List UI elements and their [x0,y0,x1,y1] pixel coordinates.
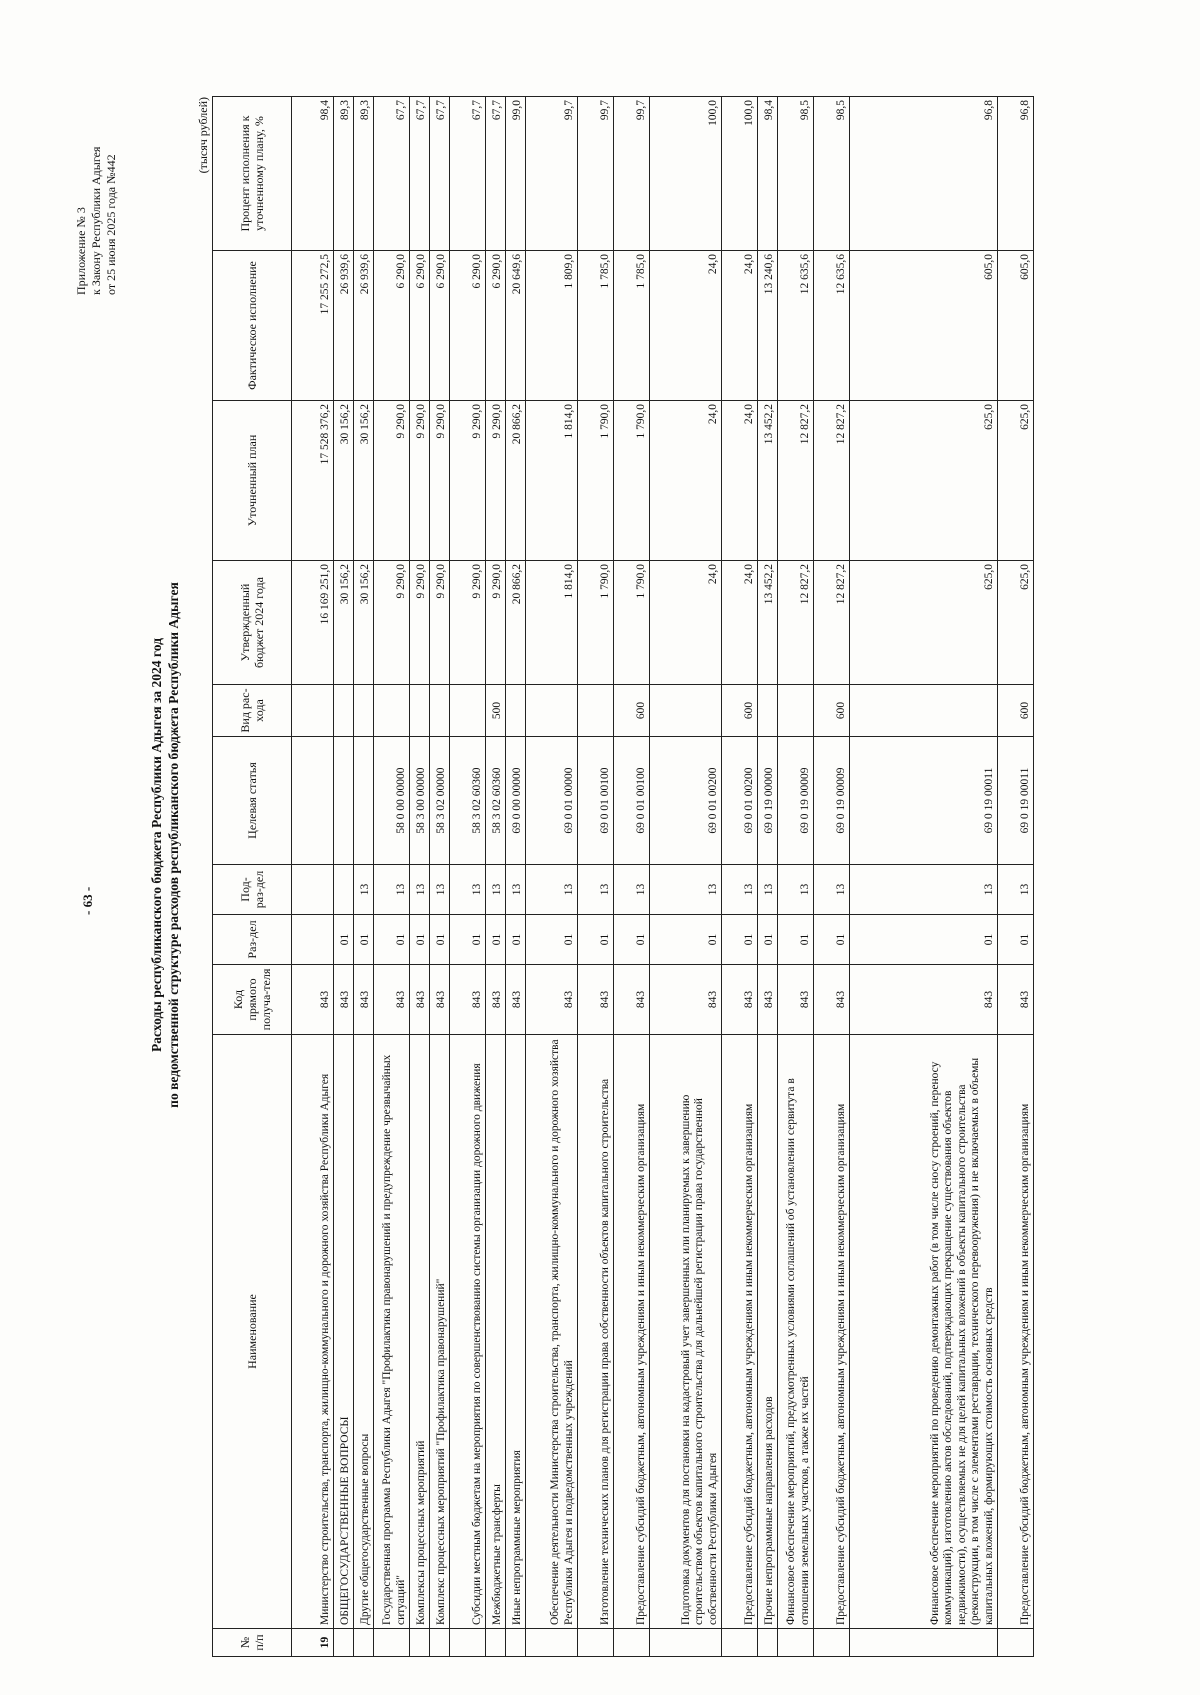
cell-actual: 6 290,0 [430,251,450,401]
cell-name: Межбюджетные трансферты [486,1035,506,1629]
cell-target: 58 3 00 00000 [410,737,430,865]
cell-type: 600 [814,685,850,737]
table-row [526,97,578,1657]
cell-code: 843 [778,965,814,1035]
cell-num [814,1629,850,1657]
cell-plan: 12 827,2 [778,401,814,561]
cell-target: 69 0 19 00000 [758,737,778,865]
cell-approved: 9 290,0 [374,561,410,685]
cell-actual: 605,0 [850,251,998,401]
table-row [998,97,1034,1657]
cell-name: Предоставление субсидий бюджетным, автономным учреждениям и иным некоммерческим организациям [722,1035,758,1629]
cell-section: 01 [650,915,722,965]
cell-name: Министерство строительства, транспорта, жилищно-коммунального и дорожного хозяйства Республики Адыгея [292,1035,334,1629]
cell-approved: 30 156,2 [354,561,374,685]
cell-percent: 100,0 [650,97,722,251]
cell-code: 843 [450,965,486,1035]
table-row [850,97,998,1657]
cell-percent: 99,7 [578,97,614,251]
cell-actual: 6 290,0 [486,251,506,401]
cell-plan: 17 528 376,2 [292,401,334,561]
cell-percent: 96,8 [998,97,1034,251]
table-row [614,97,650,1657]
cell-subsection: 13 [614,865,650,915]
cell-percent: 67,7 [410,97,430,251]
cell-num [722,1629,758,1657]
cell-subsection: 13 [486,865,506,915]
cell-subsection: 13 [758,865,778,915]
cell-type [578,685,614,737]
cell-target: 69 0 01 00200 [722,737,758,865]
cell-name: Финансовое обеспечение мероприятий по проведению демонтажных работ (в том числе сносу строений, переносу коммуникаций), изготовлению актов обследований, подтверждающих прекращение существования объектов недвижимости), осуществляемых не для целей капитальных вложений в объекты капитального строительства (реконструкции, в том числе с элементами реставрации, технического перевооружения) и не включаемых в объемы капитальных вложений, формирующих стоимость основных средств [850,1035,998,1629]
annex-line: от 25 июня 2025 года №442 [104,154,118,295]
cell-approved: 30 156,2 [334,561,354,685]
document-title [148,155,182,1535]
cell-section: 01 [334,915,354,965]
cell-section: 01 [850,915,998,965]
header-code: Код прямого получа-теля [213,965,292,1035]
header-percent: Процент исполнения к уточненному плану, % [213,97,292,251]
header-name: Наименование [213,1035,292,1629]
cell-target: 58 0 00 00000 [374,737,410,865]
cell-type [758,685,778,737]
cell-subsection: 13 [778,865,814,915]
header-target: Целевая статья [213,737,292,865]
cell-section: 01 [354,915,374,965]
cell-section: 01 [758,915,778,965]
cell-plan: 20 866,2 [506,401,526,561]
cell-type [778,685,814,737]
table-row [354,97,374,1657]
cell-subsection: 13 [722,865,758,915]
cell-section: 01 [486,915,506,965]
page-number: - 63 - [80,886,95,915]
cell-target: 58 3 02 00000 [430,737,450,865]
cell-actual: 6 290,0 [410,251,430,401]
cell-num [850,1629,998,1657]
cell-percent: 99,7 [526,97,578,251]
cell-actual: 1 809,0 [526,251,578,401]
cell-plan: 30 156,2 [354,401,374,561]
cell-code: 843 [614,965,650,1035]
cell-target: 69 0 19 00009 [778,737,814,865]
cell-percent: 67,7 [374,97,410,251]
cell-target: 69 0 00 00000 [506,737,526,865]
cell-code: 843 [410,965,430,1035]
cell-section: 01 [778,915,814,965]
cell-type [526,685,578,737]
cell-num [998,1629,1034,1657]
cell-type [410,685,430,737]
cell-approved: 9 290,0 [430,561,450,685]
table-row [292,97,334,1657]
cell-plan: 625,0 [850,401,998,561]
cell-type [292,685,334,737]
cell-percent: 67,7 [450,97,486,251]
cell-subsection: 13 [410,865,430,915]
cell-target [334,737,354,865]
cell-code: 843 [354,965,374,1035]
cell-percent: 100,0 [722,97,758,251]
cell-actual: 12 635,6 [778,251,814,401]
cell-name: Изготовление технических планов для регистрации права собственности объектов капитального строительства [578,1035,614,1629]
cell-approved: 16 169 251,0 [292,561,334,685]
cell-section: 01 [450,915,486,965]
cell-code: 843 [650,965,722,1035]
cell-code: 843 [486,965,506,1035]
cell-section: 01 [814,915,850,965]
header-section: Раз-дел [213,915,292,965]
cell-percent: 99,0 [506,97,526,251]
table-row [374,97,410,1657]
cell-plan: 24,0 [722,401,758,561]
table-row [722,97,758,1657]
cell-code: 843 [998,965,1034,1035]
cell-section: 01 [374,915,410,965]
cell-target [292,737,334,865]
cell-target: 69 0 19 00011 [850,737,998,865]
cell-num [486,1629,506,1657]
cell-subsection: 13 [506,865,526,915]
cell-name: Обеспечение деятельности Министерства строительства, транспорта, жилищно-коммунального и дорожного хозяйства Республики Адыгея и подведомственных учреждений [526,1035,578,1629]
cell-name: Комплекс процессных мероприятий "Профилактика правонарушений" [430,1035,450,1629]
cell-approved: 24,0 [722,561,758,685]
header-actual: Фактическое исполнение [213,251,292,401]
cell-subsection: 13 [354,865,374,915]
cell-approved: 1 790,0 [578,561,614,685]
header-type: Вид рас-хода [213,685,292,737]
cell-actual: 24,0 [650,251,722,401]
cell-num [334,1629,354,1657]
cell-name: Комплексы процессных мероприятий [410,1035,430,1629]
cell-num [614,1629,650,1657]
cell-subsection: 13 [650,865,722,915]
cell-subsection: 13 [998,865,1034,915]
cell-type: 500 [486,685,506,737]
cell-target: 69 0 19 00011 [998,737,1034,865]
cell-type [506,685,526,737]
cell-subsection: 13 [526,865,578,915]
cell-subsection: 13 [850,865,998,915]
cell-approved: 24,0 [650,561,722,685]
cell-target: 69 0 19 00009 [814,737,850,865]
cell-type [450,685,486,737]
cell-plan: 1 790,0 [614,401,650,561]
cell-section: 01 [410,915,430,965]
cell-code: 843 [430,965,450,1035]
cell-num [450,1629,486,1657]
cell-code: 843 [334,965,354,1035]
cell-section: 01 [614,915,650,965]
table-row [778,97,814,1657]
cell-name: Предоставление субсидий бюджетным, автономным учреждениям и иным некоммерческим организациям [814,1035,850,1629]
cell-num [526,1629,578,1657]
cell-approved: 12 827,2 [778,561,814,685]
cell-code: 843 [814,965,850,1035]
cell-name: Субсидии местным бюджетам на мероприятия по совершенствованию системы организации дорожного движения [450,1035,486,1629]
cell-subsection [334,865,354,915]
cell-section: 01 [430,915,450,965]
cell-subsection: 13 [374,865,410,915]
cell-code: 843 [526,965,578,1035]
cell-plan: 625,0 [998,401,1034,561]
cell-subsection: 13 [430,865,450,915]
cell-num [578,1629,614,1657]
cell-type [850,685,998,737]
header-approved: Утвержденный бюджет 2024 года [213,561,292,685]
table-row [506,97,526,1657]
cell-target: 69 0 01 00200 [650,737,722,865]
cell-percent: 98,5 [778,97,814,251]
cell-num: 19 [292,1629,334,1657]
table-row [814,97,850,1657]
cell-subsection: 13 [814,865,850,915]
budget-table [212,96,1034,1657]
header-subsection: Под-раз-дел [213,865,292,915]
cell-name: Другие общегосударственные вопросы [354,1035,374,1629]
table-row [430,97,450,1657]
cell-plan: 9 290,0 [486,401,506,561]
cell-actual: 17 255 272,5 [292,251,334,401]
cell-num [778,1629,814,1657]
cell-type: 600 [998,685,1034,737]
cell-code: 843 [722,965,758,1035]
annex-line: Приложение № 3 [74,207,88,295]
cell-plan: 12 827,2 [814,401,850,561]
cell-type: 600 [614,685,650,737]
units-label: (тысяч рублей) [196,97,210,174]
cell-actual: 12 635,6 [814,251,850,401]
cell-percent: 89,3 [354,97,374,251]
cell-num [430,1629,450,1657]
table-row [334,97,354,1657]
cell-num [354,1629,374,1657]
cell-type [354,685,374,737]
cell-num [650,1629,722,1657]
cell-target: 69 0 01 00100 [614,737,650,865]
cell-code: 843 [850,965,998,1035]
cell-code: 843 [578,965,614,1035]
cell-code: 843 [758,965,778,1035]
cell-name: Прочие непрограммные направления расходов [758,1035,778,1629]
cell-section: 01 [578,915,614,965]
cell-name: Предоставление субсидий бюджетным, автономным учреждениям и иным некоммерческим организациям [614,1035,650,1629]
cell-name: Иные непрограммные мероприятия [506,1035,526,1629]
cell-plan: 24,0 [650,401,722,561]
table-row [758,97,778,1657]
cell-actual: 6 290,0 [450,251,486,401]
cell-plan: 1 814,0 [526,401,578,561]
cell-percent: 98,5 [814,97,850,251]
annex-line: к Закону Республики Адыгея [89,146,103,295]
cell-section: 01 [526,915,578,965]
cell-subsection: 13 [578,865,614,915]
cell-num [374,1629,410,1657]
header-num: № п/п [213,1629,292,1657]
cell-section [292,915,334,965]
cell-code: 843 [292,965,334,1035]
cell-actual: 24,0 [722,251,758,401]
cell-name: ОБЩЕГОСУДАРСТВЕННЫЕ ВОПРОСЫ [334,1035,354,1629]
cell-percent: 96,8 [850,97,998,251]
cell-num [758,1629,778,1657]
cell-percent: 67,7 [486,97,506,251]
cell-actual: 20 649,6 [506,251,526,401]
cell-type [430,685,450,737]
cell-target: 58 3 02 60360 [450,737,486,865]
cell-actual: 13 240,6 [758,251,778,401]
cell-actual: 605,0 [998,251,1034,401]
cell-code: 843 [506,965,526,1035]
cell-approved: 625,0 [850,561,998,685]
cell-approved: 9 290,0 [450,561,486,685]
table-row [650,97,722,1657]
cell-plan: 9 290,0 [450,401,486,561]
cell-code: 843 [374,965,410,1035]
cell-actual: 1 785,0 [578,251,614,401]
cell-name: Подготовка документов для постановки на кадастровый учет завершенных или планируемых к завершению строительством объектов капитального строительства для дальнейшей регистрации права государственной собственности Республики Адыгея [650,1035,722,1629]
cell-approved: 1 790,0 [614,561,650,685]
cell-type: 600 [722,685,758,737]
cell-type [334,685,354,737]
cell-target: 69 0 01 00000 [526,737,578,865]
cell-percent: 98,4 [758,97,778,251]
cell-approved: 9 290,0 [410,561,430,685]
table-row [486,97,506,1657]
cell-num [506,1629,526,1657]
cell-actual: 26 939,6 [354,251,374,401]
cell-name: Государственная программа Республики Адыгея "Профилактика правонарушений и предупреждение чрезвычайных ситуаций" [374,1035,410,1629]
cell-section: 01 [998,915,1034,965]
annex-block [74,147,119,295]
cell-plan: 9 290,0 [410,401,430,561]
table-row [450,97,486,1657]
cell-subsection: 13 [450,865,486,915]
cell-approved: 625,0 [998,561,1034,685]
cell-approved: 13 452,2 [758,561,778,685]
cell-approved: 9 290,0 [486,561,506,685]
cell-num [410,1629,430,1657]
cell-actual: 6 290,0 [374,251,410,401]
title-line: по ведомственной структуре расходов республиканского бюджета Республики Адыгея [166,582,181,1108]
cell-percent: 89,3 [334,97,354,251]
cell-type [650,685,722,737]
cell-plan: 9 290,0 [374,401,410,561]
cell-name: Финансовое обеспечение мероприятий, предусмотренных условиями соглашений об установлении сервитута в отношении земельных участков, а также их частей [778,1035,814,1629]
cell-approved: 12 827,2 [814,561,850,685]
cell-target: 69 0 01 00100 [578,737,614,865]
title-line: Расходы республиканского бюджета Республики Адыгея за 2024 год [149,638,164,1052]
cell-percent: 67,7 [430,97,450,251]
cell-section: 01 [722,915,758,965]
cell-plan: 1 790,0 [578,401,614,561]
cell-approved: 1 814,0 [526,561,578,685]
table-header-row [213,97,292,1657]
cell-actual: 1 785,0 [614,251,650,401]
cell-target: 58 3 02 60360 [486,737,506,865]
cell-subsection [292,865,334,915]
cell-plan: 30 156,2 [334,401,354,561]
table-row [578,97,614,1657]
cell-actual: 26 939,6 [334,251,354,401]
cell-target [354,737,374,865]
cell-section: 01 [506,915,526,965]
cell-name: Предоставление субсидий бюджетным, автономным учреждениям и иным некоммерческим организациям [998,1035,1034,1629]
table-row [410,97,430,1657]
cell-plan: 13 452,2 [758,401,778,561]
cell-type [374,685,410,737]
cell-percent: 98,4 [292,97,334,251]
cell-percent: 99,7 [614,97,650,251]
cell-approved: 20 866,2 [506,561,526,685]
header-plan: Уточненный план [213,401,292,561]
cell-plan: 9 290,0 [430,401,450,561]
